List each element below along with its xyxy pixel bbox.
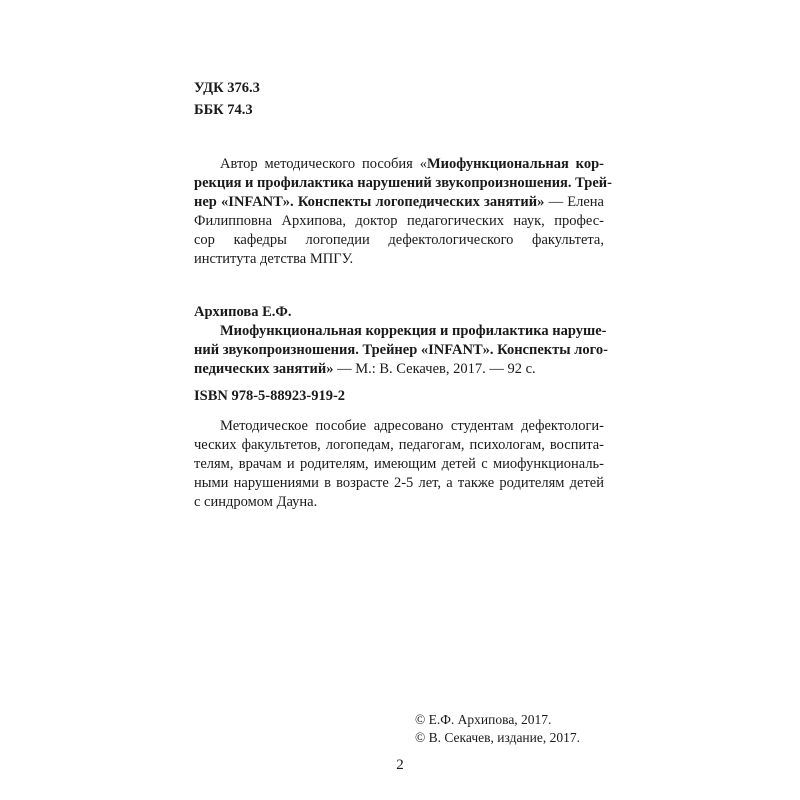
author-note-text: — Елена xyxy=(544,194,604,210)
annotation-line: телям, врачам и родителям, имеющим детей с миофункциональ- xyxy=(194,456,604,472)
biblio-author-heading: Архипова Е.Ф. xyxy=(194,304,292,320)
author-note xyxy=(194,155,612,269)
book-title-text: Миофункциональная кор- xyxy=(426,156,604,172)
author-note-line xyxy=(194,193,604,212)
bibliographic-record xyxy=(194,303,608,379)
annotation-line: ческих факультетов, логопедам, педагогам, психологам, воспита- xyxy=(194,437,604,453)
biblio-title-line: Миофункциональная коррекция и профилактика наруше- xyxy=(220,323,607,339)
classification-codes xyxy=(194,77,260,121)
book-title-text: нер «INFANT». Конспекты логопедических занятий» xyxy=(194,194,545,210)
copyright-author: © Е.Ф. Архипова, 2017. xyxy=(415,712,552,727)
annotation-line: с синдромом Дауна. xyxy=(194,494,318,510)
author-note-line: сор кафедры логопедии дефектологического факультета, xyxy=(194,232,604,248)
annotation xyxy=(194,417,604,512)
author-note-line xyxy=(194,155,604,174)
bbk-code: ББК 74.3 xyxy=(194,102,253,118)
copyright-publisher: © В. Секачев, издание, 2017. xyxy=(415,730,580,745)
book-title-line: рекция и профилактика нарушений звукопроизношения. Трей- xyxy=(194,175,612,191)
copyright-block xyxy=(415,711,580,747)
annotation-line: Методическое пособие адресовано студентам дефектологи- xyxy=(220,418,604,434)
page-number: 2 xyxy=(396,757,404,773)
biblio-imprint-text: — М.: В. Секачев, 2017. — 92 с. xyxy=(333,361,536,377)
biblio-title-line: ний звукопроизношения. Трейнер «INFANT». Конспекты лого- xyxy=(194,342,608,358)
author-note-line: института детства МПГУ. xyxy=(194,251,354,267)
biblio-title-line xyxy=(194,360,604,379)
udk-code: УДК 376.3 xyxy=(194,80,260,96)
isbn-number: ISBN 978-5-88923-919-2 xyxy=(194,388,346,404)
biblio-title-text: педических занятий» xyxy=(194,361,334,377)
author-note-text: Автор методического пособия « xyxy=(220,156,427,172)
author-note-line: Филипповна Архипова, доктор педагогических наук, профес- xyxy=(194,213,604,229)
annotation-line: ными нарушениями в возрасте 2-5 лет, а также родителям детей xyxy=(194,475,604,491)
